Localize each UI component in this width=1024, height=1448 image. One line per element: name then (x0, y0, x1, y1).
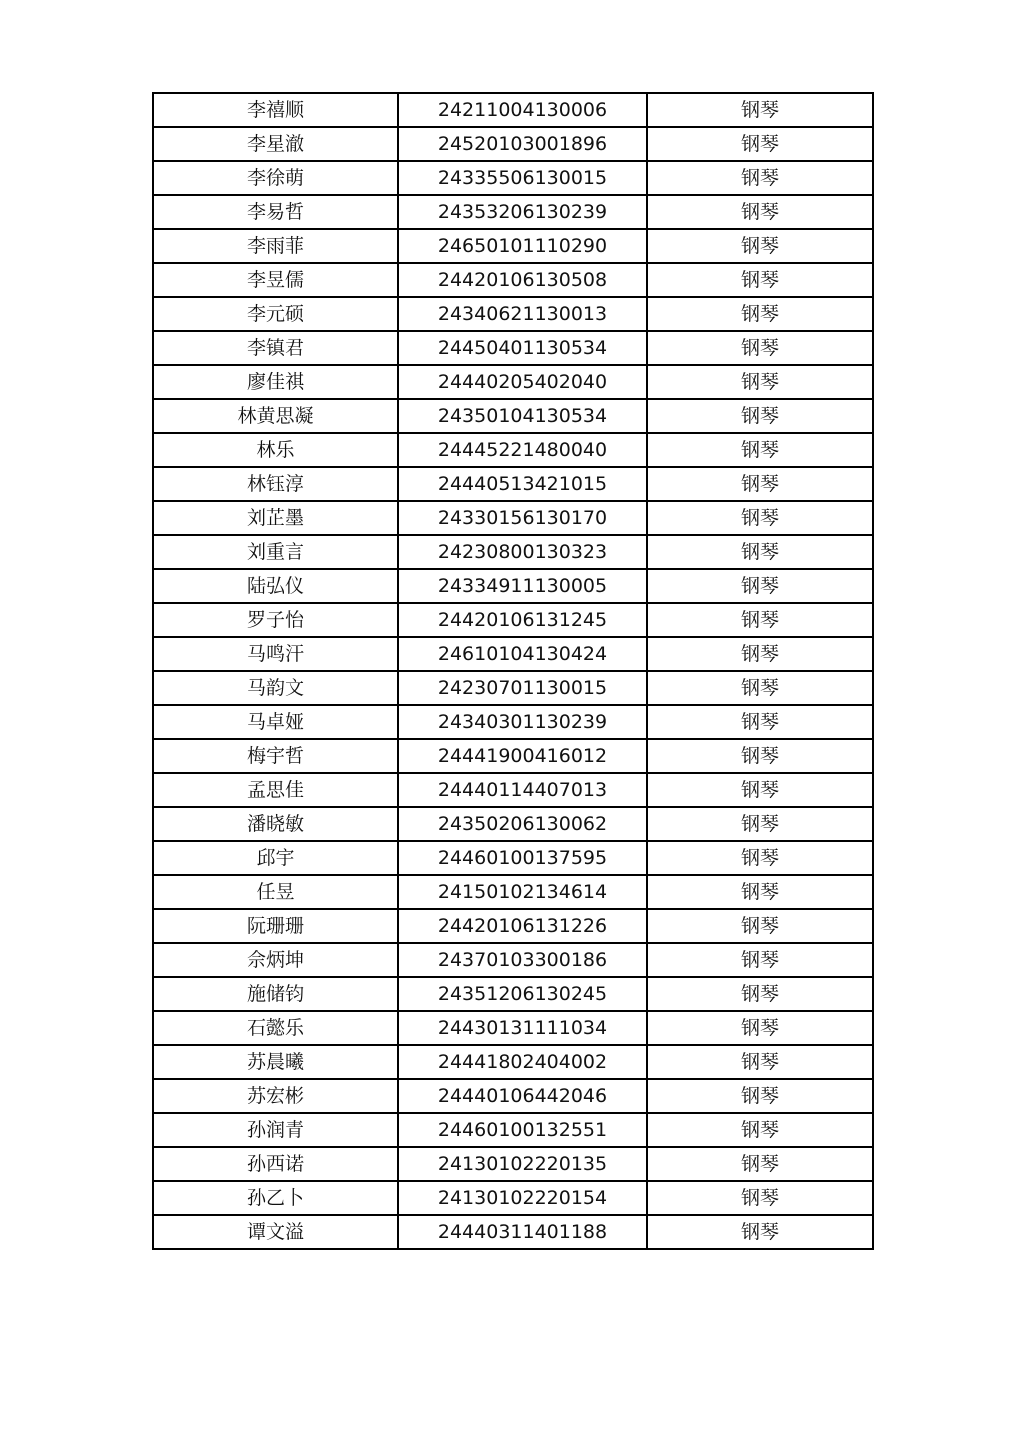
table-row (153, 1181, 873, 1215)
exam-number-cell: 24445221480040 (398, 433, 647, 467)
exam-number-cell: 24420106131245 (398, 603, 647, 637)
table-row (153, 977, 873, 1011)
candidate-name-cell: 孙润青 (153, 1113, 398, 1147)
candidate-name-cell: 李雨菲 (153, 229, 398, 263)
table-row (153, 909, 873, 943)
instrument-cell: 钢琴 (647, 433, 873, 467)
instrument-cell: 钢琴 (647, 535, 873, 569)
candidate-name-cell: 李元硕 (153, 297, 398, 331)
exam-number-cell: 24441900416012 (398, 739, 647, 773)
table-row (153, 1079, 873, 1113)
table-row (153, 365, 873, 399)
candidate-name-cell: 林乐 (153, 433, 398, 467)
table-row (153, 195, 873, 229)
candidate-list-body (153, 93, 873, 1249)
candidate-name-cell: 廖佳祺 (153, 365, 398, 399)
instrument-cell: 钢琴 (647, 263, 873, 297)
candidate-name-cell: 李星澈 (153, 127, 398, 161)
candidate-name-cell: 石懿乐 (153, 1011, 398, 1045)
table-row (153, 1113, 873, 1147)
candidate-name-cell: 马韵文 (153, 671, 398, 705)
table-row (153, 467, 873, 501)
table-row (153, 331, 873, 365)
instrument-cell: 钢琴 (647, 637, 873, 671)
exam-number-cell: 24130102220154 (398, 1181, 647, 1215)
instrument-cell: 钢琴 (647, 705, 873, 739)
instrument-cell: 钢琴 (647, 1215, 873, 1249)
exam-number-cell: 24353206130239 (398, 195, 647, 229)
exam-number-cell: 24441802404002 (398, 1045, 647, 1079)
instrument-cell: 钢琴 (647, 1045, 873, 1079)
instrument-cell: 钢琴 (647, 93, 873, 127)
candidate-name-cell: 孙乙卜 (153, 1181, 398, 1215)
table-row (153, 671, 873, 705)
instrument-cell: 钢琴 (647, 1011, 873, 1045)
instrument-cell: 钢琴 (647, 1113, 873, 1147)
instrument-cell: 钢琴 (647, 1079, 873, 1113)
candidate-name-cell: 罗子怡 (153, 603, 398, 637)
candidate-name-cell: 阮珊珊 (153, 909, 398, 943)
instrument-cell: 钢琴 (647, 501, 873, 535)
table-row (153, 1147, 873, 1181)
table-row (153, 433, 873, 467)
instrument-cell: 钢琴 (647, 127, 873, 161)
exam-number-cell: 24650101110290 (398, 229, 647, 263)
table-row (153, 229, 873, 263)
exam-number-cell: 24211004130006 (398, 93, 647, 127)
instrument-cell: 钢琴 (647, 603, 873, 637)
candidate-name-cell: 李易哲 (153, 195, 398, 229)
candidate-name-cell: 陆弘仪 (153, 569, 398, 603)
instrument-cell: 钢琴 (647, 195, 873, 229)
table-row (153, 773, 873, 807)
instrument-cell: 钢琴 (647, 807, 873, 841)
instrument-cell: 钢琴 (647, 671, 873, 705)
exam-number-cell: 24330156130170 (398, 501, 647, 535)
exam-number-cell: 24420106130508 (398, 263, 647, 297)
exam-number-cell: 24520103001896 (398, 127, 647, 161)
table-row (153, 297, 873, 331)
exam-number-cell: 24340301130239 (398, 705, 647, 739)
instrument-cell: 钢琴 (647, 467, 873, 501)
candidate-name-cell: 刘芷墨 (153, 501, 398, 535)
exam-number-cell: 24440114407013 (398, 773, 647, 807)
instrument-cell: 钢琴 (647, 569, 873, 603)
table-row (153, 127, 873, 161)
exam-number-cell: 24460100137595 (398, 841, 647, 875)
candidate-name-cell: 马卓娅 (153, 705, 398, 739)
exam-number-cell: 24334911130005 (398, 569, 647, 603)
exam-number-cell: 24350104130534 (398, 399, 647, 433)
instrument-cell: 钢琴 (647, 365, 873, 399)
candidate-list-table (152, 92, 874, 1250)
table-row (153, 841, 873, 875)
candidate-name-cell: 李昱儒 (153, 263, 398, 297)
table-row (153, 1215, 873, 1249)
instrument-cell: 钢琴 (647, 739, 873, 773)
candidate-name-cell: 孙西诺 (153, 1147, 398, 1181)
exam-number-cell: 24440513421015 (398, 467, 647, 501)
instrument-cell: 钢琴 (647, 875, 873, 909)
instrument-cell: 钢琴 (647, 943, 873, 977)
exam-number-cell: 24130102220135 (398, 1147, 647, 1181)
exam-number-cell: 24450401130534 (398, 331, 647, 365)
table-row (153, 501, 873, 535)
candidate-name-cell: 李禧顺 (153, 93, 398, 127)
candidate-name-cell: 任昱 (153, 875, 398, 909)
exam-number-cell: 24440311401188 (398, 1215, 647, 1249)
table-row (153, 569, 873, 603)
exam-number-cell: 24230701130015 (398, 671, 647, 705)
candidate-name-cell: 李徐萌 (153, 161, 398, 195)
exam-number-cell: 24430131111034 (398, 1011, 647, 1045)
table-row (153, 535, 873, 569)
candidate-name-cell: 潘晓敏 (153, 807, 398, 841)
exam-number-cell: 24440205402040 (398, 365, 647, 399)
table-row (153, 603, 873, 637)
table-row (153, 807, 873, 841)
instrument-cell: 钢琴 (647, 1181, 873, 1215)
table-row (153, 875, 873, 909)
candidate-name-cell: 谭文溢 (153, 1215, 398, 1249)
candidate-name-cell: 刘重言 (153, 535, 398, 569)
table-row (153, 739, 873, 773)
candidate-name-cell: 孟思佳 (153, 773, 398, 807)
candidate-name-cell: 马鸣汗 (153, 637, 398, 671)
table-row (153, 943, 873, 977)
exam-number-cell: 24351206130245 (398, 977, 647, 1011)
exam-number-cell: 24340621130013 (398, 297, 647, 331)
exam-number-cell: 24150102134614 (398, 875, 647, 909)
instrument-cell: 钢琴 (647, 161, 873, 195)
instrument-cell: 钢琴 (647, 773, 873, 807)
instrument-cell: 钢琴 (647, 229, 873, 263)
candidate-name-cell: 苏晨曦 (153, 1045, 398, 1079)
candidate-name-cell: 李镇君 (153, 331, 398, 365)
instrument-cell: 钢琴 (647, 977, 873, 1011)
candidate-name-cell: 林钰淳 (153, 467, 398, 501)
table-row (153, 93, 873, 127)
candidate-name-cell: 梅宇哲 (153, 739, 398, 773)
table-row (153, 263, 873, 297)
table-row (153, 637, 873, 671)
exam-number-cell: 24370103300186 (398, 943, 647, 977)
candidate-name-cell: 邱宇 (153, 841, 398, 875)
instrument-cell: 钢琴 (647, 841, 873, 875)
exam-number-cell: 24350206130062 (398, 807, 647, 841)
candidate-name-cell: 施储钧 (153, 977, 398, 1011)
exam-number-cell: 24460100132551 (398, 1113, 647, 1147)
exam-number-cell: 24420106131226 (398, 909, 647, 943)
table-row (153, 399, 873, 433)
instrument-cell: 钢琴 (647, 909, 873, 943)
instrument-cell: 钢琴 (647, 331, 873, 365)
candidate-name-cell: 林黄思凝 (153, 399, 398, 433)
instrument-cell: 钢琴 (647, 399, 873, 433)
exam-number-cell: 24610104130424 (398, 637, 647, 671)
table-row (153, 1045, 873, 1079)
table-row (153, 1011, 873, 1045)
table-row (153, 161, 873, 195)
table-row (153, 705, 873, 739)
exam-number-cell: 24335506130015 (398, 161, 647, 195)
instrument-cell: 钢琴 (647, 297, 873, 331)
exam-number-cell: 24230800130323 (398, 535, 647, 569)
exam-number-cell: 24440106442046 (398, 1079, 647, 1113)
candidate-name-cell: 佘炳坤 (153, 943, 398, 977)
instrument-cell: 钢琴 (647, 1147, 873, 1181)
candidate-name-cell: 苏宏彬 (153, 1079, 398, 1113)
